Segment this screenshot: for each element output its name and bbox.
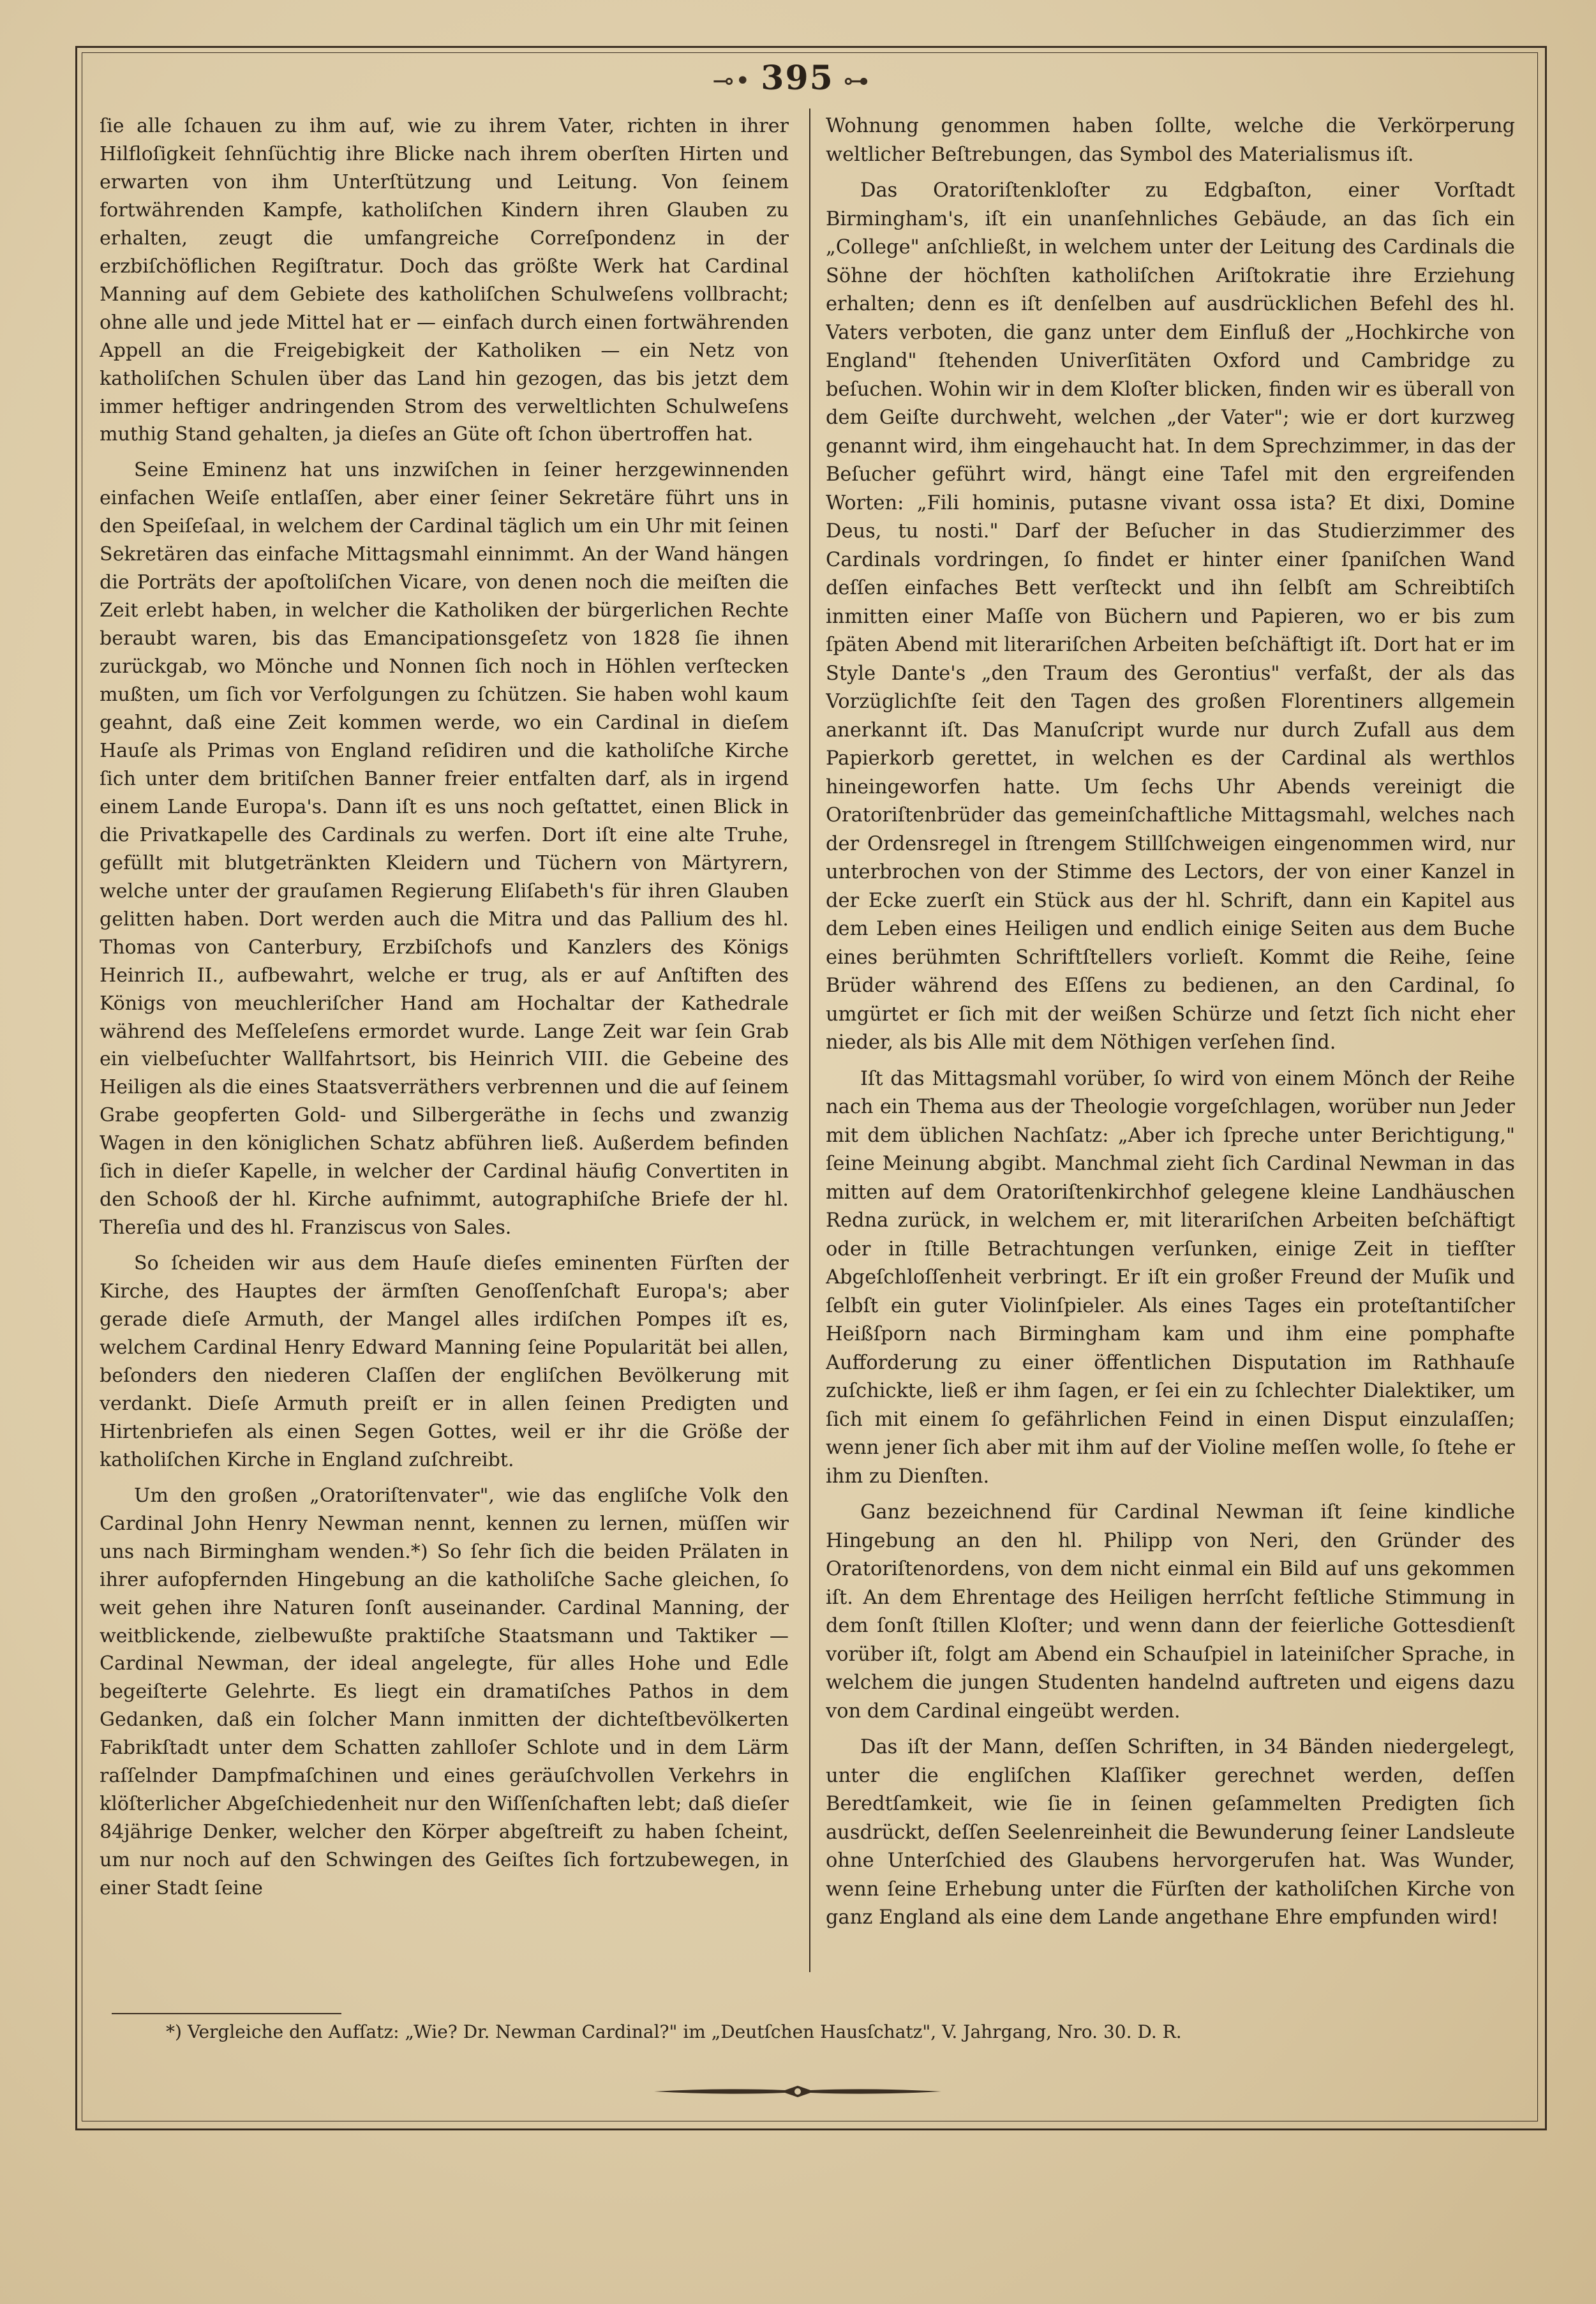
page-number-header	[696, 59, 887, 103]
paragraph: ſie alle ſchauen zu ihm auf, wie zu ihrem Vater, richten in ihrer Hilfloſigkeit ſehnſüchtig ihre Blicke nach ihrem oberſten Hirten und erwarten von ihm Unterſtützung und Leitung. Von ſeinem fortwährenden Kampfe, katholiſchen Kindern ihren Glauben zu erhalten, zeugt die umfangreiche Correſpondenz in der erzbiſchöflichen Regiſtratur. Doch das größte Werk hat Cardinal Manning auf dem Gebiete des katholiſchen Schulweſens vollbracht; ohne alle und jede Mittel hat er — einfach durch einen fortwährenden Appell an die Freigebigkeit der Katholiken — ein Netz von katholiſchen Schulen über das Land hin gezogen, das bis jetzt dem immer heftiger andringenden Strom des verweltlichten Schulweſens muthig Stand gehalten, ja dieſes an Güte oft ſchon übertroffen hat.	[100, 115, 789, 446]
right-column	[826, 112, 1515, 1976]
tailpiece-ornament-icon	[651, 2082, 944, 2101]
paragraph: Um den großen „Oratoriſtenvater", wie das engliſche Volk den Cardinal John Henry Newman nennt, kennen zu lernen, müſſen wir uns nach Birmingham wenden.*) So ſehr ſich die beiden Prälaten in ihrer aufopfernden Hingebung an die katholiſche Sache gleichen, ſo weit gehen ihre Naturen ſonſt auseinander. Cardinal Manning, der weitblickende, zielbewußte praktiſche Staatsmann und Taktiker — Cardinal Newman, der ideal angelegte, für alles Hohe und Edle begeiſterte Gelehrte. Es liegt ein dramatiſches Pathos in dem Gedanken, daß ein ſolcher Mann inmitten der dichteſtbevölkerten Fabrikſtadt unter dem Schatten zahlloſer Schlote und in dem Lärm raſſelnder Dampfmaſchinen und eines geräuſchvollen Verkehrs in klöſterlicher Abgeſchiedenheit nur den Wiſſenſchaften lebt; daß dieſer 84jährige Denker, welcher den Körper abgeſtreift zu haben ſcheint, um nur noch auf den Schwingen des Geiſtes ſich fortzubewegen, in einer Stadt ſeine	[100, 1484, 789, 1900]
paragraph: Wohnung genommen haben ſollte, welche die Verkörperung weltlicher Beſtrebungen, das Symbol des Materialismus iſt.	[826, 115, 1515, 166]
footnote: *) Vergleiche den Aufſatz: „Wie? Dr. Newman Cardinal?" im „Deutſchen Hausſchatz", V. Jahrgang, Nro. 30. D. R.	[166, 2021, 1182, 2042]
left-column	[100, 112, 789, 1976]
paragraph: Das iſt der Mann, deſſen Schriften, in 34 Bänden niedergelegt, unter die engliſchen Klaſſiker gerechnet werden, deſſen Beredtſamkeit, wie ſie in ſeinen geſammelten Predigten ſich ausdrückt, deſſen Seelenreinheit die Bewunderung ſeiner Landsleute ohne Unterſchied des Glaubens hervorgerufen hat. Was Wunder, wenn ſeine Erhebung unter die Fürſten der katholiſchen Kirche von ganz England als eine dem Lande angethane Ehre empfunden wird!	[826, 1736, 1515, 1929]
paragraph: Seine Eminenz hat uns inzwiſchen in ſeiner herzgewinnenden einfachen Weiſe entlaſſen, aber einer ſeiner Sekretäre führt uns in den Speiſeſaal, in welchem der Cardinal täglich um ein Uhr mit ſeinen Sekretären das einfache Mittagsmahl einnimmt. An der Wand hängen die Porträts der apoſtoliſchen Vicare, von denen noch die meiſten die Zeit erlebt haben, in welcher die Katholiken der bürgerlichen Rechte beraubt waren, bis das Emancipationsgeſetz von 1828 ſie ihnen zurückgab, wo Mönche und Nonnen ſich noch in Höhlen verſtecken mußten, um ſich vor Verfolgungen zu ſchützen. Sie haben wohl kaum geahnt, daß eine Zeit kommen werde, wo ein Cardinal in dieſem Hauſe als Primas von England reſidiren und die katholiſche Kirche ſich unter dem britiſchen Banner freier entfalten darf, als in irgend einem Lande Europa's. Dann iſt es uns noch geſtattet, einen Blick in die Privatkapelle des Cardinals zu werfen. Dort iſt eine alte Truhe, gefüllt mit blutgetränkten Kleidern und Tüchern von Märtyrern, welche unter der grauſamen Regierung Eliſabeth's für ihren Glauben gelitten haben. Dort werden auch die Mitra und das Pallium des hl. Thomas von Canterbury, Erzbiſchofs und Kanzlers des Königs Heinrich II., aufbewahrt, welche er trug, als er auf Anſtiften des Königs von meuchleriſcher Hand am Hochaltar der Kathedrale während des Meſſeleſens ermordet wurde. Lange Zeit war ſein Grab ein vielbeſuchter Wallfahrtsort, bis Heinrich VIII. die Gebeine des Heiligen als die eines Staatsverräthers verbrennen und die auf ſeinem Grabe geopferten Gold- und Silbergeräthe in ſechs und zwanzig Wagen in den königlichen Schatz abführen ließ. Außerdem befinden ſich in dieſer Kapelle, in welcher der Cardinal häufig Convertiten in den Schooß der hl. Kirche aufnimmt, autographiſche Briefe der hl. Thereſia und des hl. Franziscus von Sales.	[100, 459, 789, 1239]
paragraph: Ganz bezeichnend für Cardinal Newman iſt ſeine kindliche Hingebung an den hl. Philipp von Neri, den Gründer des Oratoriſtenordens, von dem nicht einmal ein Bild auf uns gekommen iſt. An dem Ehrentage des Heiligen herrſcht feſtliche Stimmung in dem ſonſt ſtillen Kloſter; und wenn dann der feierliche Gottesdienſt vorüber iſt, folgt am Abend ein Schauſpiel in lateiniſcher Sprache, in welchem die jungen Studenten handelnd auftreten und eigens dazu von dem Cardinal eingeübt werden.	[826, 1501, 1515, 1723]
paragraph: Das Oratoriſtenkloſter zu Edgbaſton, einer Vorſtadt Birmingham's, iſt ein unanſehnliches Gebäude, an das ſich ein „College" anſchließt, in welchem unter der Leitung des Cardinals die Söhne der höchſten katholiſchen Ariſtokratie ihre Erziehung erhalten; denn es iſt denſelben auf ausdrücklichen Befehl des hl. Vaters verboten, die ganz unter dem Einfluß der „Hochkirche von England" ſtehenden Univerſitäten Oxford und Cambridge zu beſuchen. Wohin wir in dem Kloſter blicken, finden wir es überall von dem Geiſte durchweht, welchen „der Vater"; wie er dort kurzweg genannt wird, ihm eingehaucht hat. In dem Sprechzimmer, in das der Beſucher geführt wird, hängt eine Tafel mit den ergreifenden Worten: „Fili hominis, putasne vivant ossa ista? Et dixi, Domine Deus, tu nosti." Darf der Beſucher in das Studierzimmer des Cardinals vordringen, ſo findet er hinter einer ſpaniſchen Wand deſſen einfaches Bett verſteckt und ihn ſelbſt am Schreibtiſch inmitten einer Maſſe von Büchern und Papieren, wo er bis zum ſpäten Abend mit literariſchen Arbeiten beſchäftigt iſt. Dort hat er im Style Dante's „den Traum des Gerontius" verfaßt, der als das Vorzüglichſte ſeit den Tagen des großen Florentiners allgemein anerkannt iſt. Das Manuſcript wurde nur durch Zufall aus dem Papierkorb gerettet, in welchen es der Cardinal als werthlos hineingeworfen hatte. Um ſechs Uhr Abends vereinigt die Oratoriſtenbrüder das gemeinſchaftliche Mittagsmahl, welches nach der Ordensregel in ſtrengem Stillſchweigen eingenommen wird, nur unterbrochen von der Stimme des Lectors, der von einer Kanzel in der Ecke zuerſt ein Stück aus der hl. Schrift, dann ein Kapitel aus dem Leben eines Heiligen und endlich einige Seiten aus dem Buche eines berühmten Schriftſtellers vorlieſt. Kommt die Reihe, ſeine Brüder während des Eſſens zu bedienen, an den Cardinal, ſo umgürtet er ſich mit der weißen Schürze und ſetzt ſich nicht eher nieder, als bis Alle mit dem Nöthigen verſehen ſind.	[826, 179, 1515, 1054]
column-divider	[809, 108, 810, 1972]
paragraph: So ſcheiden wir aus dem Hauſe dieſes eminenten Fürſten der Kirche, des Hauptes der ärmſten Genoſſenſchaft Europa's; aber gerade dieſe Armuth, der Mangel alles irdiſchen Pompes iſt es, welchem Cardinal Henry Edward Manning ſeine Popularität bei allen, beſonders den niederen Claſſen der engliſchen Bevölkerung mit verdankt. Dieſe Armuth preiſt er in allen ſeinen Predigten und Hirtenbriefen als einen Segen Gottes, weil er ihr die Größe der katholiſchen Kirche in England zuſchreibt.	[100, 1252, 789, 1471]
footnote-rule	[112, 2013, 341, 2014]
ornament-left-icon: ⊸•	[712, 66, 761, 96]
page-number: 395	[761, 59, 834, 98]
ornament-right-icon: ⊶	[833, 66, 870, 96]
paragraph: Iſt das Mittagsmahl vorüber, ſo wird von einem Mönch der Reihe nach ein Thema aus der Theologie vorgeſchlagen, worüber nun Jeder mit dem üblichen Nachſatz: „Aber ich ſpreche unter Berichtigung," ſeine Meinung abgibt. Manchmal zieht ſich Cardinal Newman in das mitten auf dem Oratoriſtenkirchhof gelegene kleine Landhäuschen Redna zurück, in welchem er, mit literariſchen Arbeiten beſchäftigt oder in ſtille Betrachtungen verſunken, einige Zeit in tiefſter Abgeſchloſſenheit verbringt. Er iſt ein großer Freund der Muſik und ſelbſt ein guter Violinſpieler. Als eines Tages ein proteſtantiſcher Heißſporn nach Birmingham kam und ihm eine pomphafte Aufforderung zu einer öffentlichen Disputation im Rathhauſe zuſchickte, ließ er ihm ſagen, er ſei ein zu ſchlechter Dialektiker, um ſich mit einem ſo gefährlichen Feind in einen Disput einzulaſſen; wenn jener ſich aber mit ihm auf der Violine meſſen wolle, ſo ſtehe er ihm zu Dienſten.	[826, 1067, 1515, 1488]
